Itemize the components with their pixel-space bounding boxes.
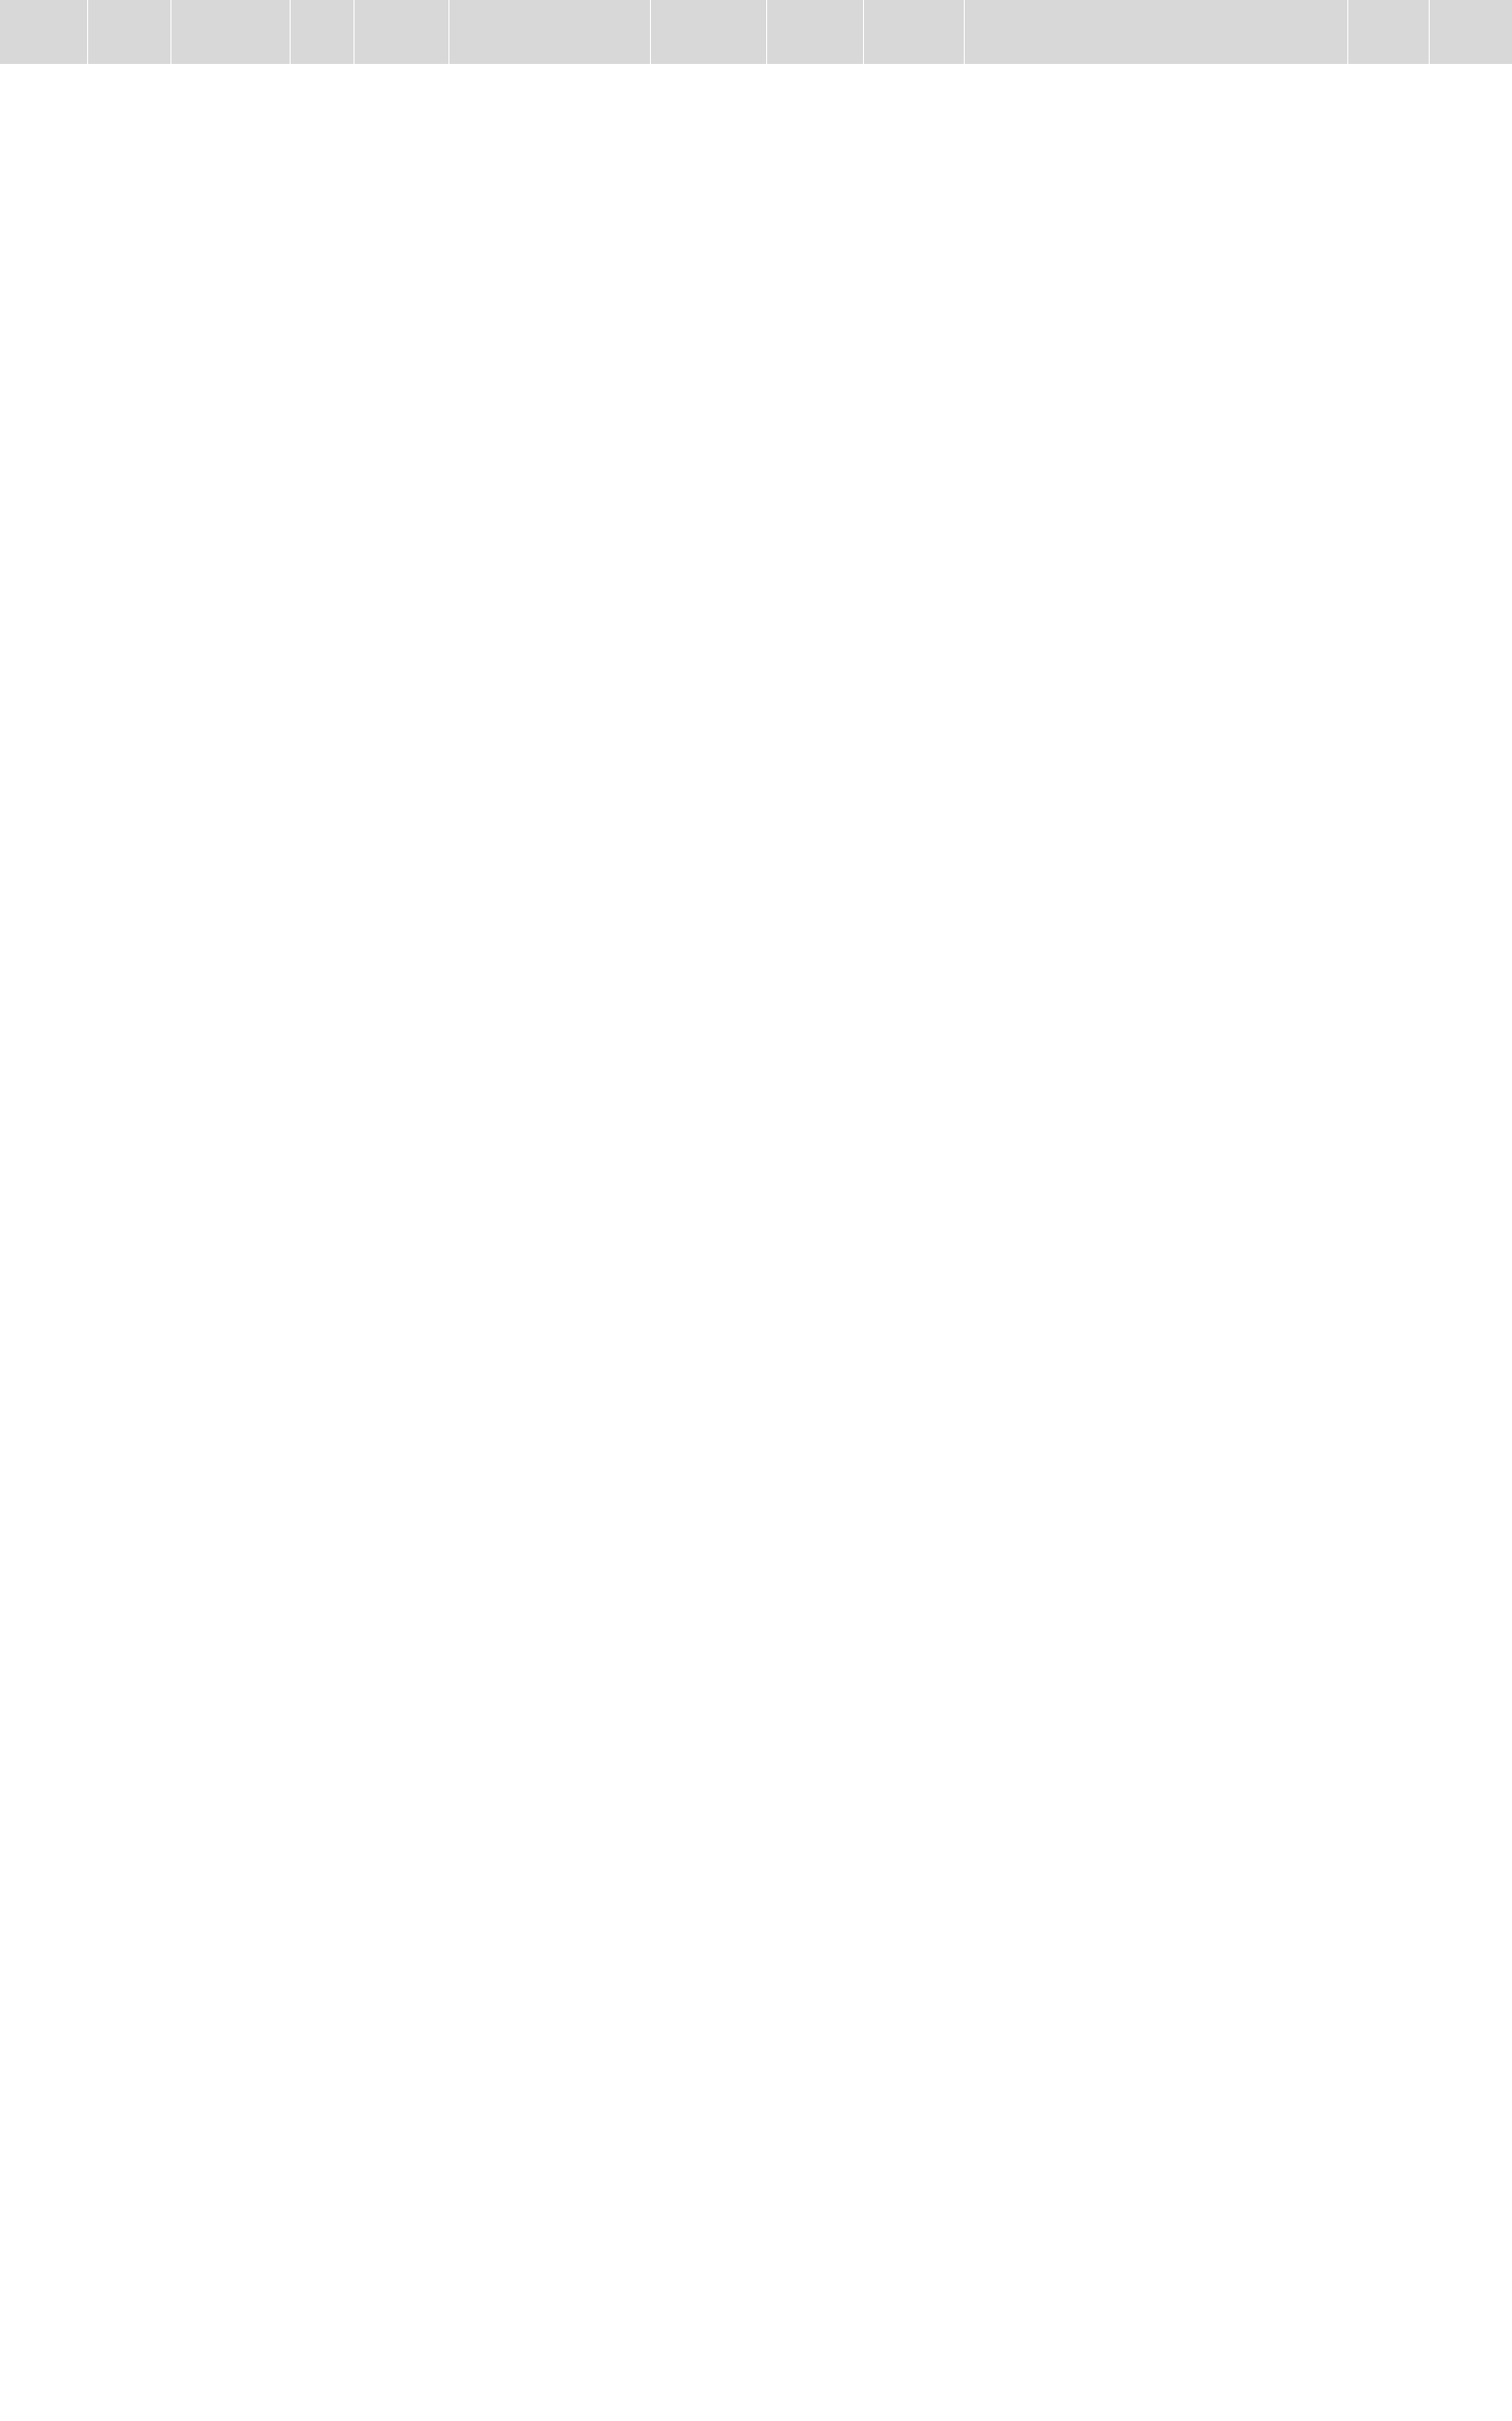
- studies-table: [0, 0, 1512, 64]
- header-nos-scores: [1429, 0, 1512, 64]
- header-outcome: [650, 0, 766, 64]
- table-footnote: [0, 2400, 1512, 2405]
- header-studies: [0, 0, 87, 64]
- header-country: [87, 0, 170, 64]
- header-sample-size: [290, 0, 354, 64]
- header-target-population: [170, 0, 290, 64]
- header-row: [0, 0, 1512, 64]
- header-comparison: [766, 0, 863, 64]
- header-exposure-assessment: [448, 0, 650, 64]
- header-hr: [863, 0, 964, 64]
- header-gender-age: [354, 0, 448, 64]
- header-adjustment: [964, 0, 1347, 64]
- header-follow-up: [1347, 0, 1429, 64]
- table-container: [0, 0, 1512, 64]
